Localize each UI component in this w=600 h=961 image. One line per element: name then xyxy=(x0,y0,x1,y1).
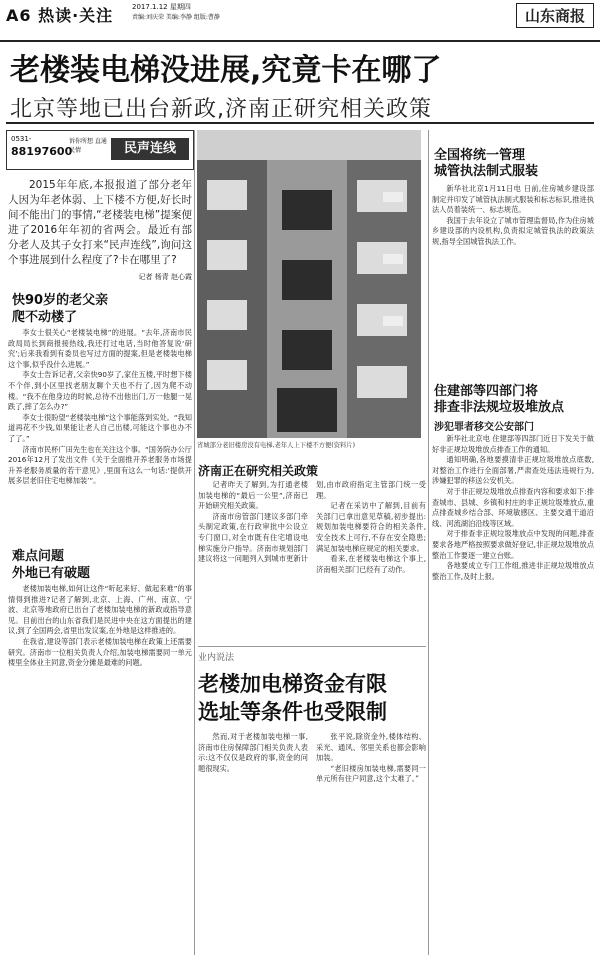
newspaper-name: 山东商报 xyxy=(516,3,594,28)
hotline-slogan: 诉你所想 直通民情 xyxy=(69,138,107,154)
industry-view-tag: 业内说法 xyxy=(198,653,235,663)
middle-body: 记者昨天了解到,为打通老楼加装电梯的“最后一公里”,济南已开始研究相关政策。 济南市房管部门建议多部门牵头制定政策,在行政审批中公设立专门窗口,对全市既有住宅增设电梯实施分户指导。济南市规划部门建议将这一问题列入到城市更新计划,由市政府指定主管部门统一受理。 记者在采访中了解到,目前有关部门已拿出意见草稿,初步提出:规划加装电梯要符合的相关条件,安全技术上可行,不存在安全隐患;满足加装电梯应规定的相关要求。 看来,在老楼装电梯这个事上,济南相关部门已经有了动作。 xyxy=(198,480,426,574)
column-divider-left xyxy=(194,130,195,955)
hotline-number: 88197600 xyxy=(11,145,73,158)
sub-headline: 北京等地已出台新政,济南正研究相关政策 xyxy=(10,97,432,122)
main-headline: 老楼装电梯没进展,究竟卡在哪了 xyxy=(10,53,442,88)
intro-byline: 记者 杨青 赵心霞 xyxy=(138,273,192,281)
editor-credits: 责编:刘庆荣 美编:李静 组版:曹静 xyxy=(132,14,220,21)
left-body-2: 老楼加装电梯,如何让这件“听起来好、做起来难”的事情得到推进?记者了解到,北京、上海、广州、南京、宁波、北京等地政府已出台了老楼加装电梯的新政或指导意见。目前出台的山东省我们是民进中央在这方面提出的建议,到了全国两会,省里出发议案,在外地是这样推进的。 在我省,建设等部门表示老楼加装电梯在政策上还需要研究。济南市一位相关负责人介绍,加装电梯需要同一单元楼里全体业主同意,资金分摊是最难的问题。 xyxy=(8,584,192,668)
right-body-2: 新华社北京电 住建部等四部门近日下发关于做好非正规垃圾堆放点排查工作的通知。 通知明确,各地要摸清非正规垃圾堆放点底数,对整治工作进行全面部署,严肃查处违法违规行为,涉嫌犯罪的移送公安机关。 对于非正规垃圾堆放点排查内容和要求如下:排查城市、县城、乡镇和村庄的非正规垃圾堆放点,重点排查城乡结合部、环境敏感区、主要交通干道沿线、河流湖泊沿线等区域。 对于排查非正规垃圾堆放点中发现的问题,排查要求各地严格按照要求做好登记,非正规垃圾堆放点整治工作要逐一建立台账。 各地要成立专门工作组,推进非正规垃圾堆放点整治工作,及时上报。 xyxy=(432,434,594,581)
left-body-1: 李女士很关心“老楼装电梯”的进展。“去年,济南市民政局局长到商报接热线,我还打过电话,当时他答复说‘研究’;后来我看到有委员也写过方面的提案,但是老楼装电梯这个事,似乎没什么进展。” 李女士告诉记者,父亲快90岁了,家住五楼,平时想下楼不个伴,到小区里找老朋友聊个天也不行了,因为爬不动楼。“我不在他身边的时候,总待不出他出门,万一他腿一晃跌了,摔了怎么办?” 李女士很盼望“老楼装电梯”这个事能落到实处。“我知道再花不少钱,如果能让老人自己出楼,可能这个事也办不了了。” 济南市民杯广田先生也在关注这个事。“国务院办公厅2016年12月了发出文件《关于全面推开养老服务市场提升养老服务质量的若干意见》,里面有这么一句话:‘提供开展多层老旧住宅电梯加装’”。 xyxy=(8,328,192,486)
right-subhead-1: 全国将统一管理 城管执法制式服装 xyxy=(434,148,539,179)
section-label: A6 热读·关注 xyxy=(6,6,114,25)
industry-headline: 老楼加电梯资金有限 选址等条件也受限制 xyxy=(198,672,387,724)
column-divider-right xyxy=(428,130,429,955)
left-subhead-2: 难点问题 外地已有破题 xyxy=(12,549,91,581)
building-photo xyxy=(197,130,421,438)
page-header xyxy=(0,0,600,42)
industry-body: 然而,对于老楼加装电梯一事,济南市住房保障部门相关负责人表示:这不仅仅是政府的事,资金的问题很现实。 张平说,除资金外,楼体结构、采光、通风、邻里关系也都会影响加装。 “老旧楼房加装电梯,需要同一单元所有住户同意,这个太难了。” xyxy=(198,732,426,784)
hotline-brand: 民声连线 xyxy=(111,138,189,160)
hotline-area-code: 0531- xyxy=(11,135,32,143)
headline-rule xyxy=(6,122,594,124)
hotline-logo xyxy=(6,130,194,170)
issue-date: 2017.1.12 星期四 xyxy=(132,3,191,11)
section-divider xyxy=(198,646,426,647)
apartment-building-image xyxy=(197,130,421,438)
intro-paragraph: 2015年年底,本报报道了部分老年人因为年老体弱、上下楼不方便,好长时间不能出门的事情,“老楼装电梯”提案便进了2016年年初的省两会。最近有部分老人及其子女打来“民声连线”,询问这个事进展到什么程度了?卡在哪里了? xyxy=(8,179,192,266)
middle-subhead: 济南正在研究相关政策 xyxy=(198,464,319,478)
right-body-1: 新华社北京1月11日电 日前,住房城乡建设部制定并印发了城管执法制式服装和标志标识,推进执法人员着装统一、标志规范。 我国于去年设立了城市管理监督局,作为住房城乡建设部的内设机构,负责拟定城管执法的政策法规,指导全国城管执法工作。 xyxy=(432,184,594,246)
left-subhead-1: 快90岁的老父亲 爬不动楼了 xyxy=(12,293,109,325)
photo-caption: 省城部分老旧楼房没有电梯,老年人上下楼不方便(资料片) xyxy=(197,442,356,449)
right-subhead-2b: 涉犯罪者移交公安部门 xyxy=(434,422,534,433)
right-subhead-2: 住建部等四部门将 排查非法规垃圾堆放点 xyxy=(434,384,565,415)
